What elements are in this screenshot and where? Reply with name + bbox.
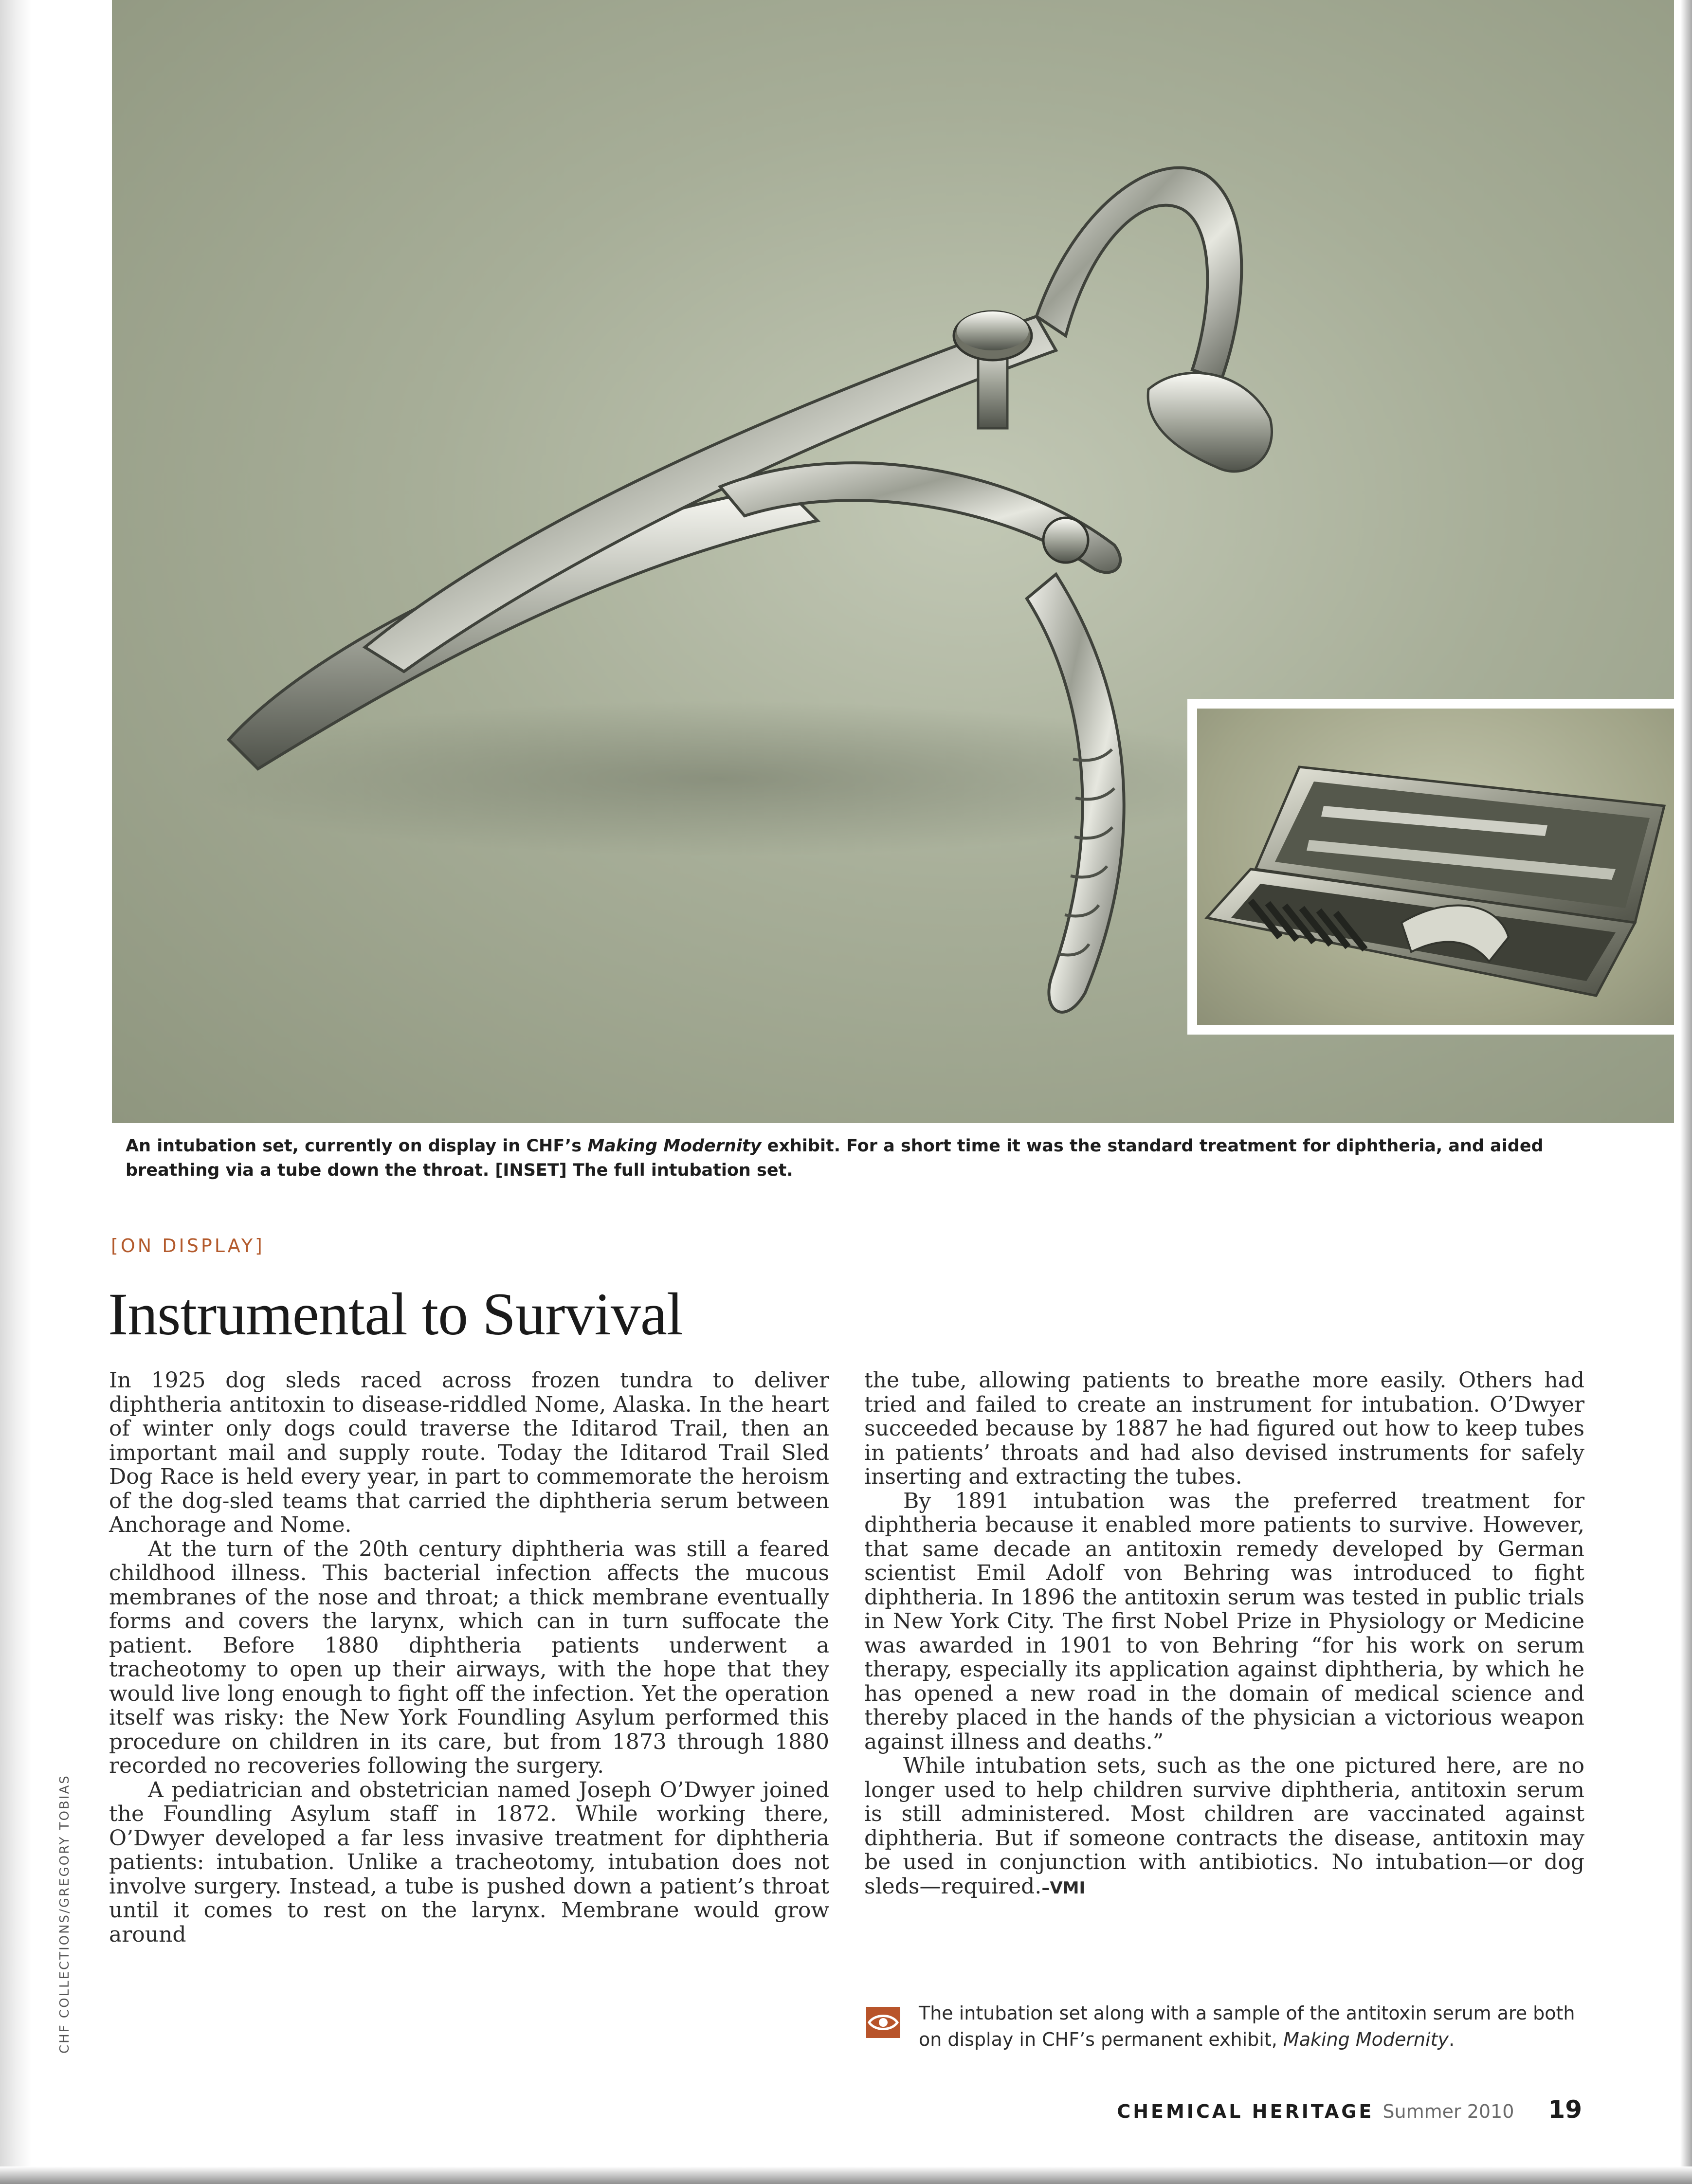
intubation-case-illustration [1197, 709, 1674, 1025]
paragraph-5-text: While intubation sets, such as the one pictured here, are no longer used to help children survive diphtheria, antitoxin serum is still administered. Most children are vaccinated against diphtheria. But if someone contracts the disease, antitoxin may be used in conjunction with antibiotics. No intubation—or dog sleds—required. [864, 1753, 1584, 1899]
exhibit-note-end: . [1449, 2029, 1455, 2050]
scan-edge-left [0, 0, 31, 2184]
main-photo [112, 0, 1674, 1123]
page-footer [1117, 2095, 1582, 2124]
paragraph-4: By 1891 intubation was the preferred treatment for diphtheria because it enabled more patients to survive. However, that same decade an antitoxin remedy developed by German scientist Emil Adolf von Behring was introduced to fight diphtheria. In 1896 the antitoxin serum was tested in public trials in New York City. The first Nobel Prize in Physiology or Medicine was awarded in 1901 to von Behring “for his work on serum therapy, especially its application against diphtheria, by which he has opened a new road in the domain of medical science and thereby placed in the hands of the physician a victorious weapon against illness and deaths.” [864, 1488, 1584, 1754]
section-tag: [ON DISPLAY] [111, 1235, 265, 1256]
scan-edge-right [1680, 0, 1692, 2184]
scan-edge-bottom [0, 2166, 1692, 2184]
article-title: Instrumental to Survival [108, 1281, 683, 1347]
article-column-right [864, 1368, 1584, 1900]
page-number: 19 [1548, 2095, 1582, 2124]
article-column-left [109, 1368, 829, 1947]
inset-photo-image [1197, 709, 1674, 1025]
paragraph-3: A pediatrician and obstetrician named Joseph O’Dwyer joined the Foundling Asylum staff in 1872. While working there, O’Dwyer developed a far less invasive treatment for diphtheria patients: intubation. Unlike a tracheotomy, intubation does not involve surgery. Instead, a tube is pushed down a patient’s throat until it comes to rest on the larynx. Membrane would grow around [109, 1777, 829, 1947]
exhibit-note-text [919, 2000, 1585, 2053]
exhibit-note-exhibit-name: Making Modernity [1283, 2029, 1449, 2050]
paragraph-1: In 1925 dog sleds raced across frozen tundra to deliver diphtheria antitoxin to disease-riddled Nome, Alaska. In the heart of winter only dogs could traverse the Iditarod Trail, then an important mail and supply route. Today the Iditarod Trail Sled Dog Race is held every year, in part to commemorate the heroism of the dog-sled teams that carried the diphtheria serum between Anchorage and Nome. [109, 1368, 829, 1537]
exhibit-note [866, 2000, 1586, 2054]
caption-rest: exhibit. For a short time it was the standard treatment for diphtheria, and aided breathing via a tube down the throat. [INSET] The full intubation set. [126, 1136, 1544, 1180]
exhibit-note-lead: The intubation set along with a sample of the antitoxin serum are both on display in CHF’s permanent exhibit, [919, 2002, 1575, 2050]
paragraph-2: At the turn of the 20th century diphtheria was still a feared childhood illness. This bacterial infection affects the mucous membranes of the nose and throat; a thick membrane eventually forms and covers the larynx, which can in turn suffocate the patient. Before 1880 diphtheria patients underwent a tracheotomy to open up their airways, with the hope that they would live long enough to fight off the infection. Yet the operation itself was risky: the New York Foundling Asylum performed this procedure on children in its care, but from 1873 through 1880 recorded no recoveries following the surgery. [109, 1536, 829, 1778]
eye-icon [866, 2007, 900, 2038]
publication-name: CHEMICAL HERITAGE [1117, 2101, 1374, 2122]
inset-photo [1187, 699, 1674, 1035]
caption-lead: An intubation set, currently on display in CHF’s [126, 1136, 588, 1156]
paragraph-5 [864, 1754, 1584, 1900]
author-signature: –VMI [1041, 1878, 1086, 1898]
photo-credit: CHF COLLECTIONS/GREGORY TOBIAS [57, 1774, 72, 2054]
issue-date: Summer 2010 [1383, 2101, 1514, 2122]
photo-caption [126, 1134, 1585, 1183]
caption-exhibit-name: Making Modernity [587, 1136, 762, 1156]
paragraph-3-continued: the tube, allowing patients to breathe more easily. Others had tried and failed to create an instrument for intubation. O’Dwyer succeeded because by 1887 he had figured out how to keep tubes in patients’ throats and had also devised instruments for safely inserting and extracting the tubes. [864, 1368, 1584, 1489]
